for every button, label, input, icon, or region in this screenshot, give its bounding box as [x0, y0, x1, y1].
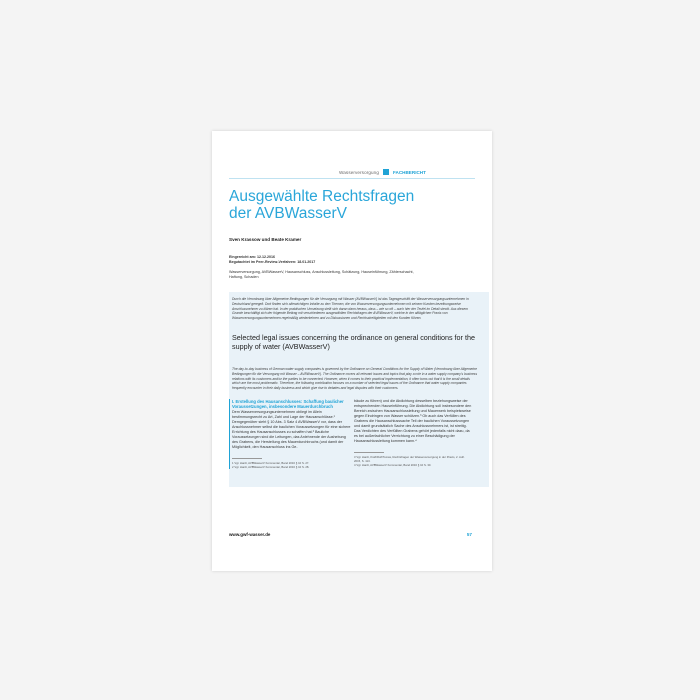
- website-link[interactable]: www.gwf-wasser.de: [229, 532, 271, 537]
- received-date: Eingereicht am: 12.12.2016: [229, 255, 275, 259]
- left-column: [229, 399, 351, 469]
- right-body-text: bäude zu führen) und die Abdichtung desselben beziehungsweise der entsprechenden Hauseinführung. Die Abdichtung soll insbesondere den Bereich zwischen Hausanschlussleitung und Mauerwerk beispielsweise gegen Eindringen von Wasser schützen.³ Ob auch das Verfüllen des Grabens die Hausanschlusssache Teil der baulichen Voraussetzungen und damit grundsätzlich Sache des Anschlussnehmers ist, ist streitig. Das Verdichten des Verfüllten Grabens gehört jedenfalls nicht dazu, da es bei außerfachlicher Verrichtung zu einer Beschädigung der Hausanschlussleitung kommen kann.⁴: [354, 399, 472, 443]
- page-number: 57: [466, 532, 472, 537]
- abstract-german: Durch die Verordnung über Allgemeine Bedingungen für die Versorgung mit Wasser (AVBWasserV) ist das Tagesgeschäft der Wasserversorgungsunternehmen in Deutschland geregelt. Dort finden sich allerwichtigen Inhalte zu den Themen, die von Wasserversorgungsunternehmen mit seinem Kunden bezeihungsweise Anschlussnehmer zu klären hat. In der praktischen Umsetzung stellt sich daran dann heraus, dass – wie so oft – auch hier der Teufel im Detail steckt. Aus diesem Grunde beschäftigt sich der folgende Beitrag mit verschiedenen ausgewählten Rechtsfragen der AVBWasserV, welche in der alltäglichen Praxis von Wasserversorgungsunternehmen regelmäßig wiederkehren und zu Diskussionen und Rechtsstreitigkeiten mit den Kunden führen.: [232, 297, 469, 321]
- header-rule: [229, 178, 475, 179]
- right-column: [354, 399, 472, 467]
- page-header: [339, 168, 426, 176]
- page-footer: [229, 532, 472, 538]
- reviewed-date: Begutachtet im Peer-Review-Verfahren: 18.01.2017: [229, 260, 316, 264]
- footnote-2: 2 Vgl. Hardt, AVBWasserV Kommentar, Band 2016 § 10 S. 28.: [232, 464, 310, 469]
- title-line-2: der AVBWasserV: [229, 205, 348, 222]
- section-label: Wasserversorgung: [339, 169, 379, 175]
- left-body-text: Dem Wasserversorgungsunternehmen obliegt im Allein bestimmungsrecht zu Art, Zahl und Lage der Hausanschlüsse.¹ Demgegenüber sieht § 10 Abs. 3 Satz 4 AVBWasserV vor, dass der Anschlussnehmer selbst die baulichen Voraussetzungen für eine sichere Errichtung des Hausanschlusses zu schaffen hat.² Bauliche Voraussetzungen sind die Leitungen, das Anlehnende der Aushebung des Grabens, die Herstellung des Mauerdurchbruchs (und damit der Möglichkeit, den Hausanschluss ins Ge-: [232, 410, 351, 450]
- category-label: FACHBERICHT: [392, 169, 426, 175]
- abstract-english: The day-to-day business of German water supply companies is governed by the Ordinance on General Conditions for the Supply of Water (Verordnung über Allgemeine Bedingungen für die Versorgung mit Wasser – AVBWasserV). The Ordinance covers all relevant issues and topics that play a role in a water supply company's business relations with its customers and/or the parties to be connected. However, when it comes to their practical implementation, it often turns out that it is the small details which are the most problematic. Therefore, the following contribution focuses on a number of selected legal issues of the Ordinance that water supply companies frequently encounter in their daily business and which give rise to debates and legal disputes with their customers.: [232, 367, 478, 391]
- authors: Sven Krassow und Beate Kramer: [229, 237, 302, 242]
- footnote-3: 3 Vgl. Hardt, Kraft/Rolf/Tomas, Rechtsfragen der Wasserversorgung in der Praxis, 2. Aufl. 2015, S. 113.: [354, 454, 465, 463]
- article-title: [229, 188, 469, 222]
- footnote-rule: [232, 458, 262, 459]
- section-heading: I. Erstellung des Hausanschlusses: Schaffung baulicher Voraussetzungen, insbesondere Mauerdurchbruch: [232, 399, 344, 410]
- title-line-1: Ausgewählte Rechtsfragen: [229, 188, 415, 205]
- footnote-1: 1 Vgl. Hardt, AVBWasserV Kommentar, Band 2016 § 10 S. 27.: [232, 460, 310, 465]
- keywords: Wasserversorgung, AVBWasserV, Hausanschluss, Anschlussleitung, Schätzung, Hauseinführung, Zählerschacht, Haftung, Schaden: [229, 270, 414, 280]
- article-dates: [229, 255, 315, 265]
- category-marker-icon: [383, 169, 389, 175]
- footnote-4: 4 Vgl. Hardt, AVBWasserV Kommentar, Band 2016 § 10 S. 30.: [354, 462, 432, 467]
- footnote-rule: [354, 452, 384, 453]
- english-title: Selected legal issues concerning the ordinance on general conditions for the supply of water (AVBWasserV): [232, 333, 475, 351]
- magazine-page: [212, 131, 492, 571]
